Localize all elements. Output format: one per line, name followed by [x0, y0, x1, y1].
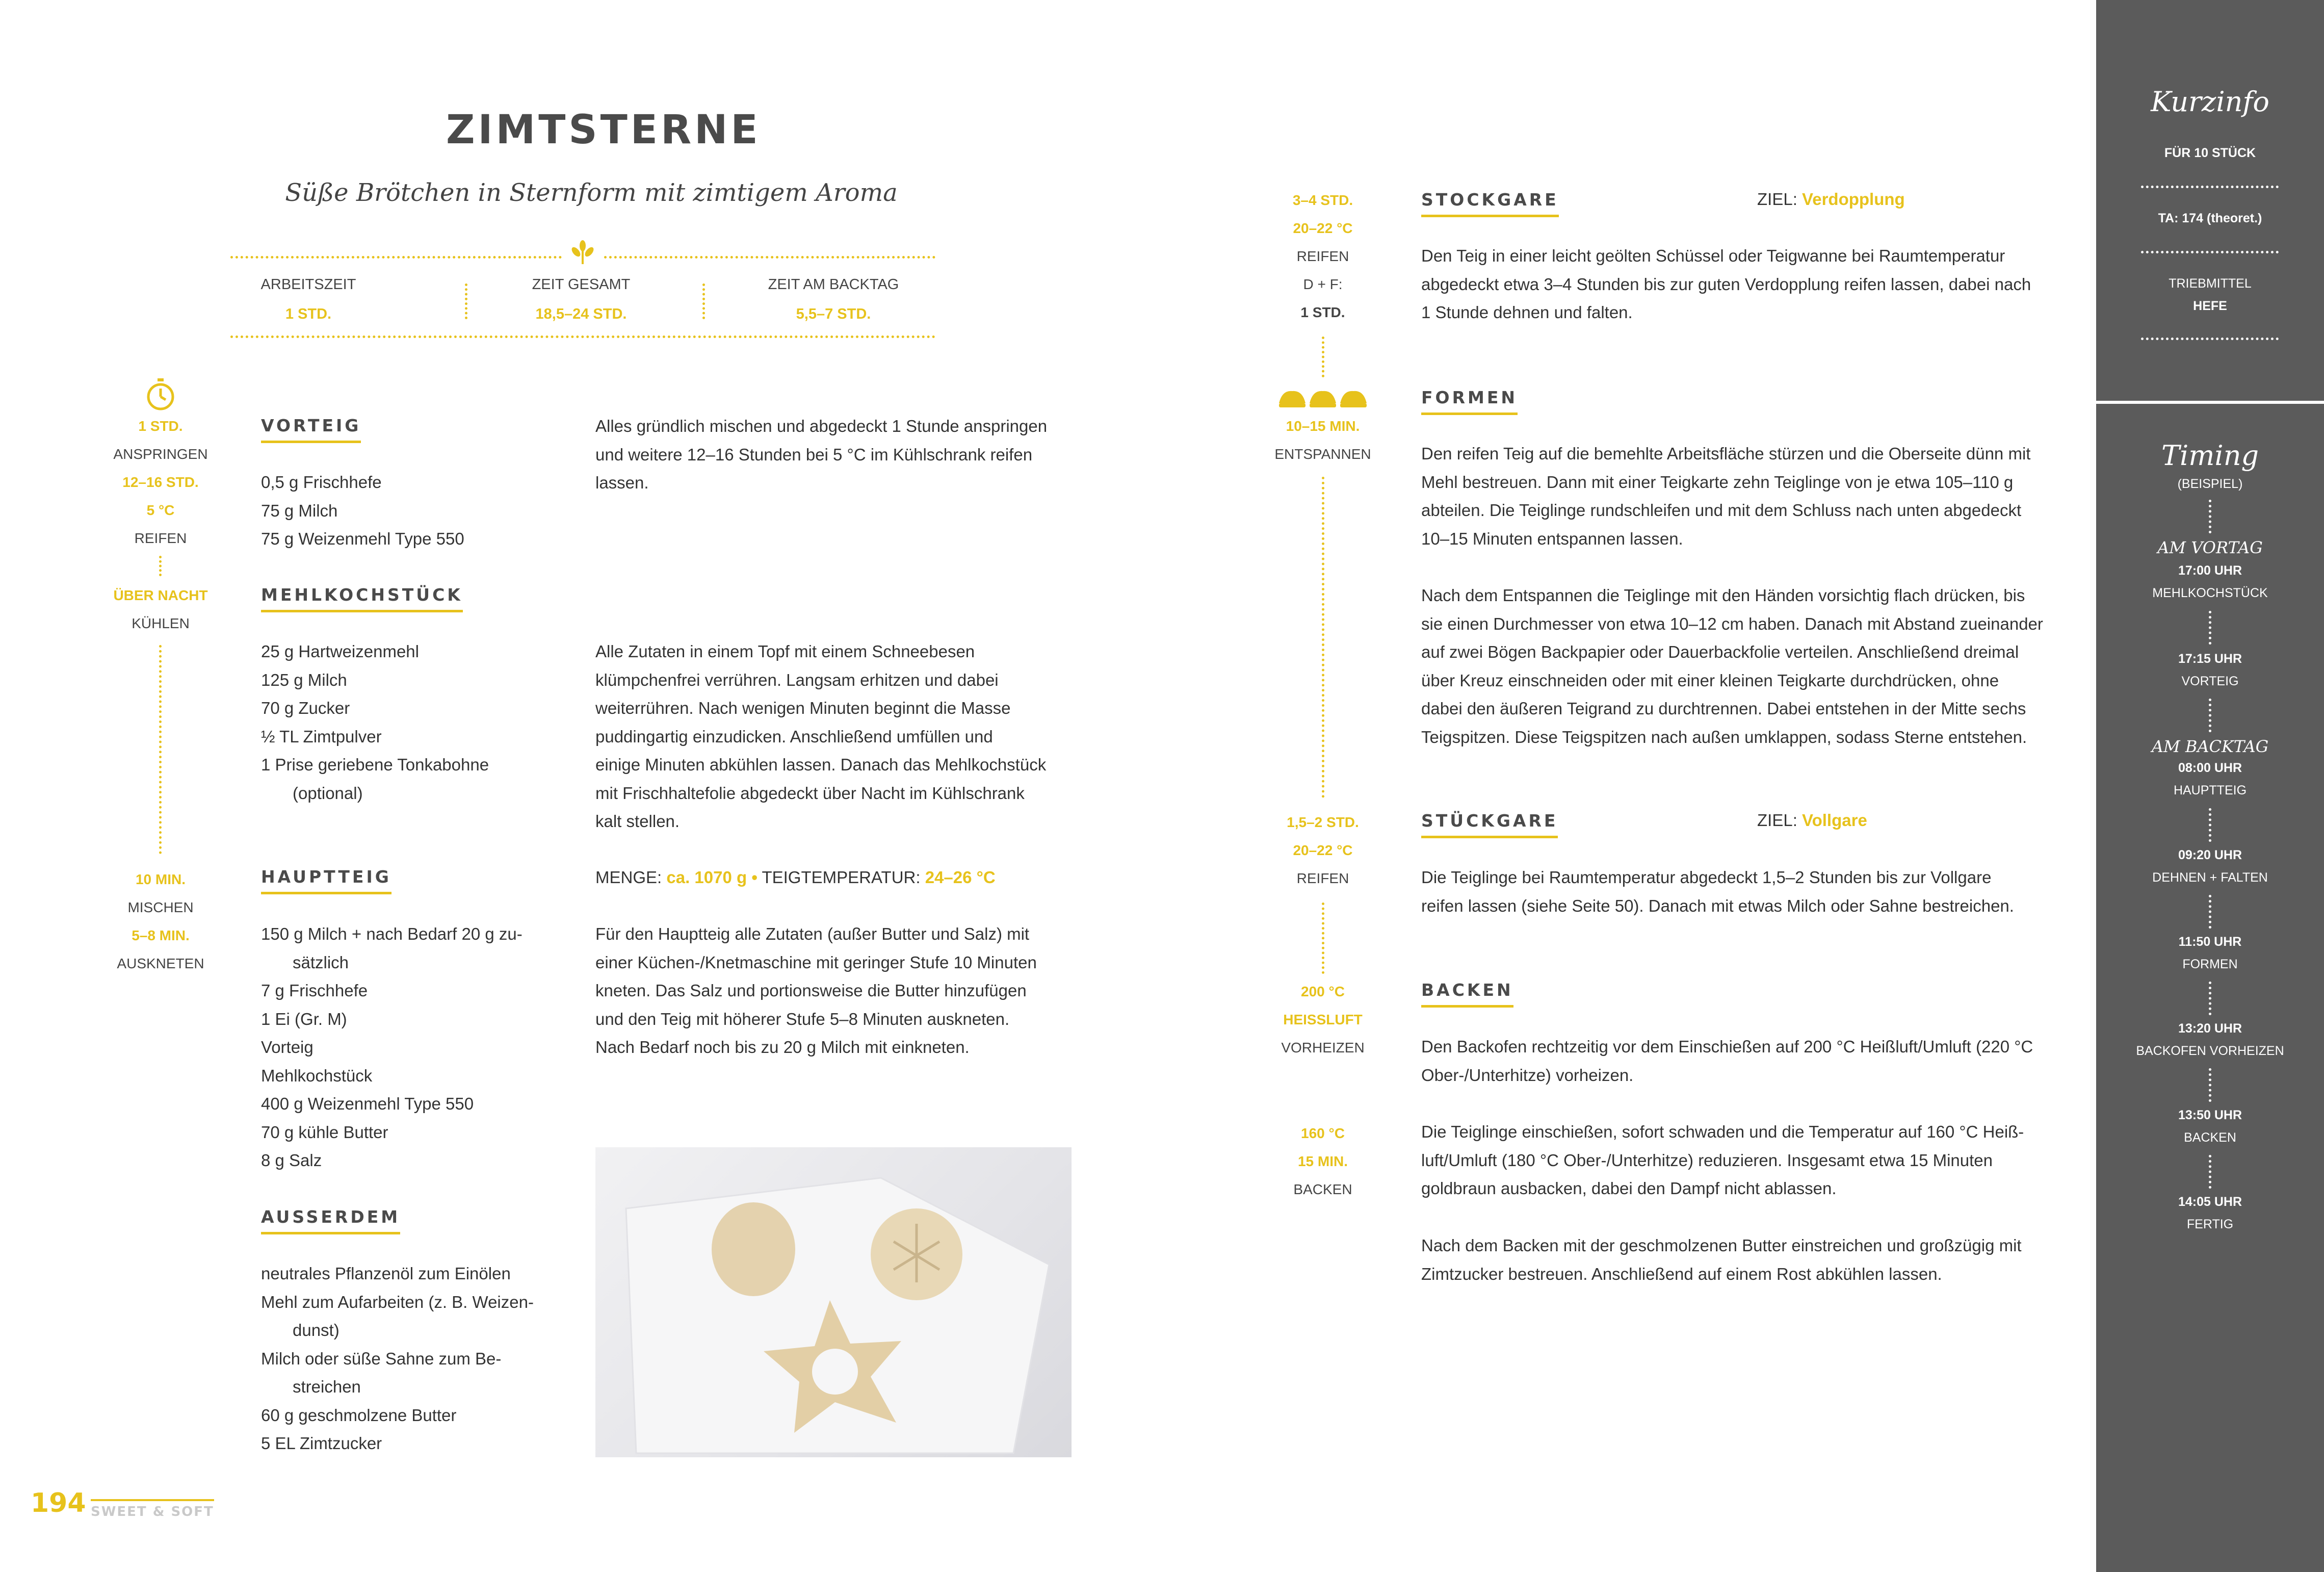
- timing-vortag: AM VORTAG: [2157, 538, 2263, 557]
- timing-step-label: BACKOFEN VORHEIZEN: [2136, 1044, 2284, 1058]
- timing-step-time: 13:50 UHR: [2178, 1108, 2242, 1122]
- ziel-stueckgare: ZIEL: Vollgare: [1757, 811, 1867, 830]
- sidebar-separator: [2096, 401, 2324, 404]
- text-formen-1: Den reifen Teig auf die bemehlte Arbeitsfläche stürzen und die Oberseite dünn mit Mehl bestreuen. Dann mit einer Teigkarte zehn Teiglinge von je etwa 105–110 g abteilen. Die Teiglinge rundschleifen und mit dem Schluss nach unten abgedeckt 10–15 Minuten entspannen lassen.: [1421, 444, 2031, 548]
- divider: [604, 256, 935, 259]
- timing-connector: [2209, 1155, 2211, 1189]
- timing-step-label: FORMEN: [2182, 957, 2238, 971]
- text-mehlkochstueck: Alle Zutaten in einem Topf mit einem Schneebesen klümpchenfrei verrühren. Langsam erhitzen und dabei weiterrühren. Nach wenigen Minuten beginnt die Masse puddingartig einzudicken. Anschließend umfüllen und einige Minuten abkühlen lassen. Danach das Mehlkochstück mit Frischhaltefolie abgedeckt über Nacht im Kühlschrank kalt stellen.: [595, 642, 1047, 831]
- timing-step-label: VORTEIG: [2181, 674, 2239, 688]
- divider: [465, 284, 467, 319]
- timing-step-label: FERTIG: [2186, 1217, 2234, 1231]
- yield: FÜR 10 STÜCK: [2164, 146, 2256, 160]
- triebmittel-value: HEFE: [2193, 299, 2227, 313]
- timeline-connector: [1322, 903, 1324, 974]
- timeline-connector: [159, 645, 162, 854]
- timing-step-time: 09:20 UHR: [2178, 848, 2242, 862]
- text-backen-1: Den Backofen rechtzeitig vor dem Einschießen auf 200 °C Heißluft/Umluft (220 °C Ober-/Unterhitze) vorheizen.: [1421, 1037, 2033, 1085]
- timeline-stockgare: 3–4 STD. 20–22 °C REIFEN D + F: 1 STD.: [1292, 192, 1353, 320]
- text-backen-2: Die Teiglinge einschießen, sofort schwaden und die Temperatur auf 160 °C Heiß- luft/Umluft (180 °C Ober-/Unterhitze) reduzieren. Insgesamt etwa 15 Minuten goldbraun ausbacken, dabei den Dampf nicht ablassen.: [1421, 1122, 2024, 1198]
- timeline-backen: 160 °C 15 MIN. BACKEN: [1293, 1125, 1352, 1197]
- timing-step-time: 17:15 UHR: [2178, 652, 2242, 666]
- text-stueckgare: Die Teiglinge bei Raumtemperatur abgedeckt 1,5–2 Stunden bis zur Vollgare reifen lassen (siehe Seite 50). Danach mit etwas Milch oder Sahne bestreichen.: [1421, 868, 2014, 915]
- timeline-backen-vorheizen: 200 °C HEISSLUFT VORHEIZEN: [1281, 984, 1365, 1055]
- timing-step-label: DEHNEN + FALTEN: [2152, 870, 2268, 885]
- page-number: 194: [31, 1488, 86, 1518]
- text-formen-2: Nach dem Entspannen die Teiglinge mit den Händen vorsichtig flach drücken, bis sie einen Durchmesser von etwa 10–12 cm haben. Danach mit Abstand zueinander auf zwei Bögen Backpapier oder Dauerbackfolie verteilen. Anschließend dreimal über Kreuz einschneiden oder mit einer kleinen Teigkarte durchdrücken, ohne dabei den äußeren Teigrand zu durchtrennen. Dabei entstehen in der Mitte sechs Teigspitzen. Diese Teigspitzen nach außen umklappen, sodass Sterne entstehen.: [1421, 586, 2043, 746]
- stat-label-arbeitszeit: ARBEITSZEIT: [260, 276, 356, 293]
- timing-connector: [2209, 500, 2211, 533]
- timing-title: Timing: [2161, 440, 2259, 472]
- section-name: SWEET & SOFT: [91, 1499, 214, 1519]
- stat-value-zeit-backtag: 5,5–7 STD.: [796, 306, 871, 322]
- text-stockgare: Den Teig in einer leicht geölten Schüssel oder Teigwanne bei Raumtemperatur abgedeckt etwa 3–4 Stunden bis zur guten Verdopplung reifen lassen, dabei nach 1 Stunde dehnen und falten.: [1421, 246, 2031, 322]
- timing-step-label: BACKEN: [2184, 1130, 2236, 1145]
- heading-hauptteig: HAUPTTEIG: [261, 867, 391, 894]
- timeline-hauptteig: 10 MIN. MISCHEN 5–8 MIN. AUSKNETEN: [117, 871, 204, 971]
- timeline-connector: [1322, 337, 1324, 377]
- timing-step-time: 13:20 UHR: [2178, 1021, 2242, 1036]
- text-vorteig: Alles gründlich mischen und abgedeckt 1 Stunde anspringen und weitere 12–16 Stunden bei 5 °C im Kühlschrank reifen lassen.: [595, 417, 1048, 492]
- timeline-vorteig: 1 STD. ANSPRINGEN 12–16 STD. 5 °C REIFEN: [113, 418, 208, 546]
- heading-formen: FORMEN: [1421, 388, 1518, 415]
- photo-illustration: [595, 1147, 1072, 1457]
- ingredients-mehlkochstueck: 25 g Hartweizenmehl 125 g Milch 70 g Zucker ½ TL Zimtpulver 1 Prise geriebene Tonkabohne (optional): [261, 642, 489, 803]
- divider: [2141, 251, 2279, 253]
- timing-connector: [2209, 699, 2211, 732]
- triebmittel-label: TRIEBMITTEL: [2169, 276, 2252, 291]
- timeline-formen: 10–15 MIN. ENTSPANNEN: [1274, 418, 1371, 462]
- divider: [230, 256, 562, 259]
- heading-ausserdem: AUSSERDEM: [261, 1207, 400, 1234]
- timeline-connector: [159, 556, 162, 576]
- ingredients-ausserdem: neutrales Pflanzenöl zum Einölen Mehl zum Aufarbeiten (z. B. Weizen- dunst) Milch oder süße Sahne zum Be- streichen 60 g geschmolzene Butter 5 EL Zimtzucker: [261, 1264, 534, 1453]
- heading-stueckgare: STÜCKGARE: [1421, 811, 1558, 838]
- ingredients-vorteig: 0,5 g Frischhefe 75 g Milch 75 g Weizenmehl Type 550: [261, 473, 464, 548]
- heading-stockgare: STOCKGARE: [1421, 190, 1559, 217]
- timing-connector: [2209, 982, 2211, 1015]
- recipe-subtitle: Süße Brötchen in Sternform mit zimtigem Aroma: [285, 178, 898, 207]
- timing-connector: [2209, 895, 2211, 929]
- timing-step-label: MEHLKOCHSTÜCK: [2152, 586, 2268, 600]
- ta-value: TA: 174 (theoret.): [2158, 211, 2262, 225]
- timing-subtitle: (BEISPIEL): [2177, 477, 2243, 491]
- text-hauptteig: Für den Hauptteig alle Zutaten (außer Butter und Salz) mit einer Küchen-/Knetmaschine mit geringer Stufe 10 Minuten kneten. Das Salz und portionsweise die Butter hinzufügen und den Teig mit höherer Stufe 5–8 Minuten auskneten. Nach Bedarf noch bis zu 20 g Milch mit einkneten.: [595, 924, 1037, 1056]
- dough-pieces-icon: [1277, 385, 1369, 410]
- timing-step-label: HAUPTTEIG: [2173, 783, 2247, 797]
- stopwatch-icon: [145, 377, 176, 411]
- timing-connector: [2209, 611, 2211, 645]
- timing-step-time: 17:00 UHR: [2178, 563, 2242, 578]
- dough-stars-photo: [595, 1147, 1072, 1457]
- heading-mehlkochstueck: MEHLKOCHSTÜCK: [261, 585, 463, 612]
- timeline-stueckgare: 1,5–2 STD. 20–22 °C REIFEN: [1287, 814, 1359, 886]
- timeline-mehlkochstueck: ÜBER NACHT KÜHLEN: [113, 587, 208, 631]
- stat-value-arbeitszeit: 1 STD.: [285, 306, 332, 322]
- timing-connector: [2209, 808, 2211, 842]
- timeline-connector: [1322, 477, 1324, 798]
- timing-connector: [2209, 1068, 2211, 1102]
- page-title: ZIMTSTERNE: [446, 107, 761, 153]
- heading-vorteig: VORTEIG: [261, 416, 361, 443]
- divider: [2141, 338, 2279, 340]
- heading-backen: BACKEN: [1421, 980, 1513, 1008]
- timing-backtag: AM BACKTAG: [2151, 737, 2269, 756]
- ingredients-hauptteig: 150 g Milch + nach Bedarf 20 g zu- sätzlich 7 g Frischhefe 1 Ei (Gr. M) Vorteig Mehlkochstück 400 g Weizenmehl Type 550 70 g kühle Butter 8 g Salz: [261, 924, 523, 1170]
- stat-label-zeit-backtag: ZEIT AM BACKTAG: [768, 276, 899, 293]
- timing-step-time: 08:00 UHR: [2178, 761, 2242, 775]
- timing-step-time: 11:50 UHR: [2178, 935, 2242, 949]
- stat-value-zeit-gesamt: 18,5–24 STD.: [535, 306, 627, 322]
- ziel-stockgare: ZIEL: Verdopplung: [1757, 190, 1905, 209]
- divider: [230, 336, 935, 338]
- timing-step-time: 14:05 UHR: [2178, 1195, 2242, 1209]
- menge-line: MENGE: ca. 1070 g • TEIGTEMPERATUR: 24–26 °C: [595, 868, 996, 887]
- divider: [702, 284, 705, 319]
- stat-label-zeit-gesamt: ZEIT GESAMT: [532, 276, 631, 293]
- text-backen-3: Nach dem Backen mit der geschmolzenen Butter einstreichen und großzügig mit Zimtzucker bestreuen. Anschließend auf einem Rost abkühlen lassen.: [1421, 1236, 2022, 1283]
- divider: [2141, 186, 2279, 188]
- wheat-icon: [568, 240, 597, 265]
- kurzinfo-title: Kurzinfo: [2151, 86, 2269, 118]
